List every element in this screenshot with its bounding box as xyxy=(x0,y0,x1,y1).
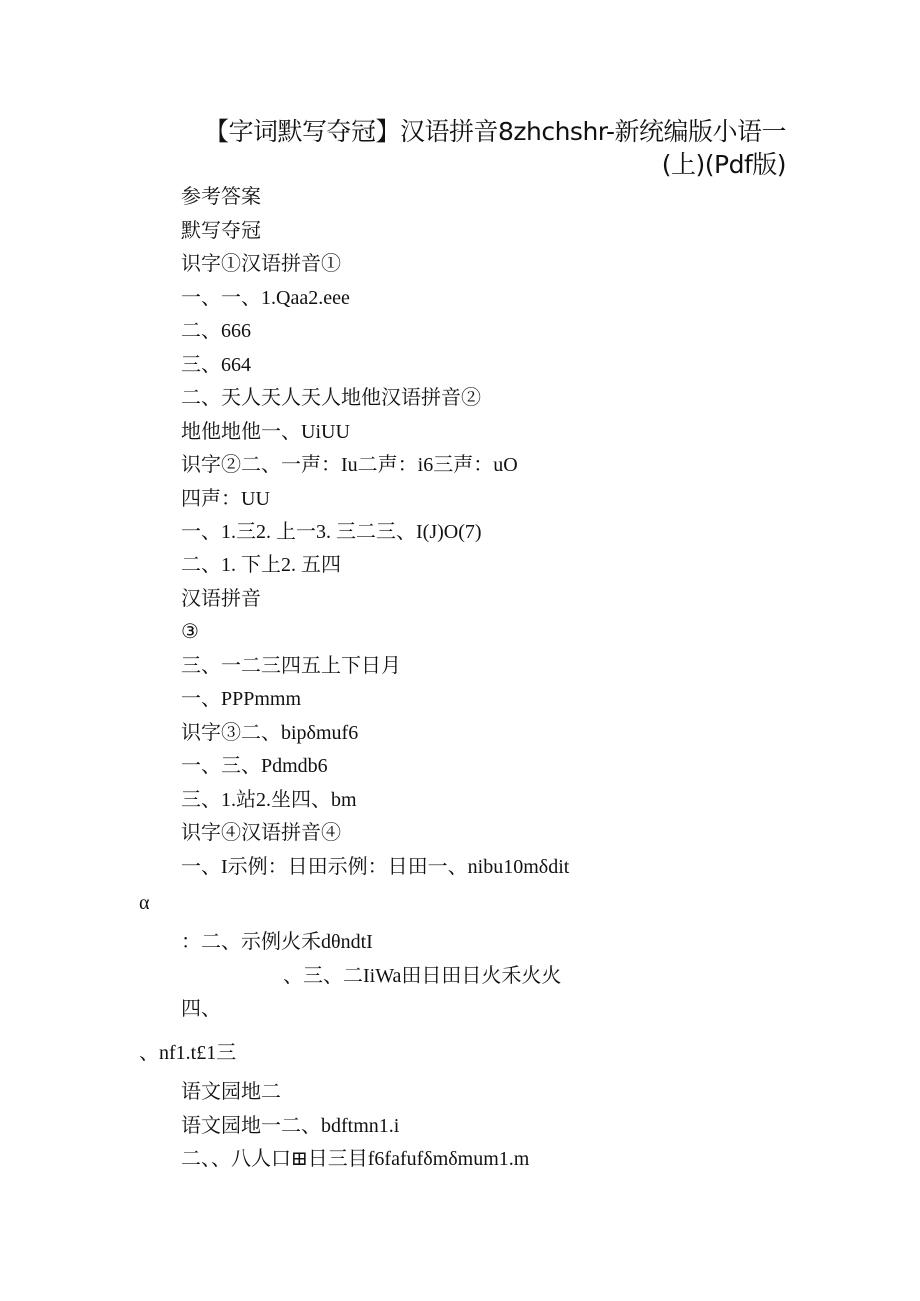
text-line: ：二、示例火禾dθndtI xyxy=(181,931,373,953)
text-line: 二、天人天人天人地他汉语拼音② xyxy=(181,387,481,409)
text-line: 地他地他一、UiUU xyxy=(181,421,350,443)
text-line: 一、一、1.Qaa2.eee xyxy=(181,287,350,309)
text-line: 二、1. 下上2. 五四 xyxy=(181,554,341,576)
document-title-line-2: (上)(Pdf版) xyxy=(661,150,786,179)
text-line: 汉语拼音 xyxy=(181,588,261,610)
text-line: 三、1.站2.坐四、bm xyxy=(181,789,357,811)
text-line: 一、I示例：日田示例：日田一、nibu10mδdit xyxy=(181,856,570,878)
text-line: 一、1.三2. 上一3. 三二三、I(J)O(7) xyxy=(181,521,482,543)
text-line: 一、三、Pdmdb6 xyxy=(181,755,328,777)
text-line: 语文园地二 xyxy=(181,1081,281,1103)
text-line: 识字②二、一声：Iu二声：i6三声：uO xyxy=(181,454,518,476)
text-line: 识字①汉语拼音① xyxy=(181,253,341,275)
text-line: 四声：UU xyxy=(181,488,270,510)
text-line: ③ xyxy=(181,621,199,643)
text-line: 三、一二三四五上下日月 xyxy=(181,655,401,677)
text-line: 参考答案 xyxy=(181,186,261,208)
text-line: 、nf1.t£1三 xyxy=(139,1042,237,1064)
text-line: 、三、二IiWa田日田日火禾火火 xyxy=(283,965,562,987)
text-line: 四、 xyxy=(181,998,221,1020)
text-line: 识字④汉语拼音④ xyxy=(181,822,341,844)
text-line: 二、666 xyxy=(181,320,251,342)
text-line: 语文园地一二、bdftmn1.i xyxy=(181,1115,400,1137)
text-line: 识字③二、bipδmuf6 xyxy=(181,722,359,744)
text-line: 默写夺冠 xyxy=(181,220,261,242)
document-title-line-1: 【字词默写夺冠】汉语拼音8zhchshr-新统编版小语一 xyxy=(203,117,786,146)
text-line: 一、PPPmmm xyxy=(181,688,302,710)
text-line: α xyxy=(139,892,150,914)
text-line: 三、664 xyxy=(181,354,251,376)
text-line: 二、、八人口⊞日三目f6fafufδmδmum1.m xyxy=(181,1148,530,1170)
